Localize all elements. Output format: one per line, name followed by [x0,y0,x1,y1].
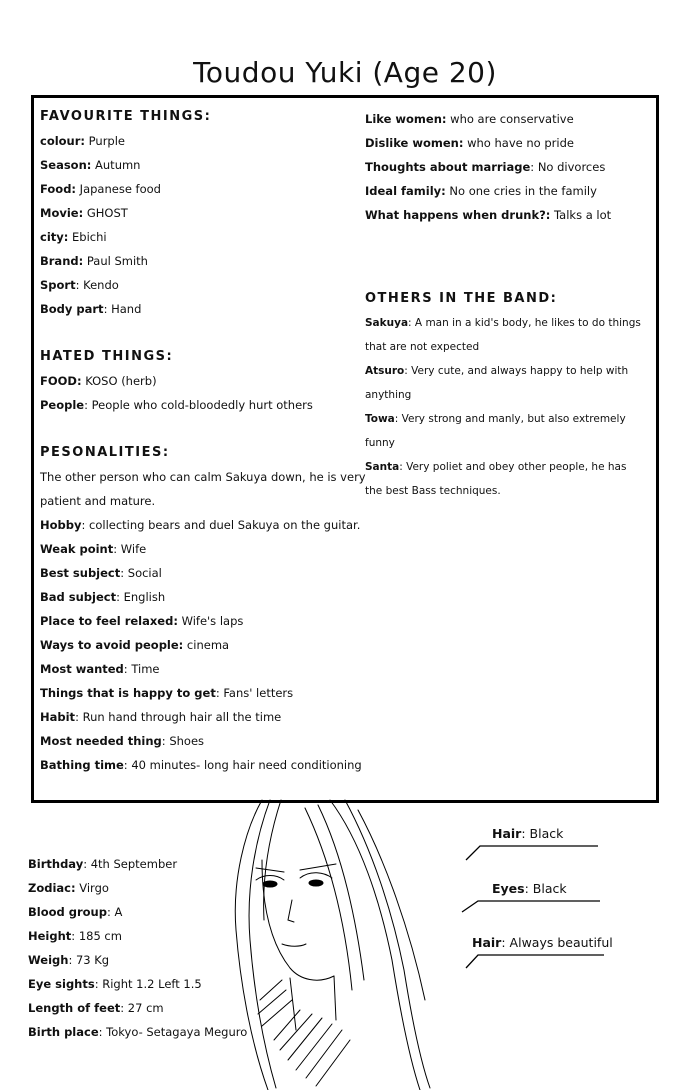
band-member: Towa: Very strong and manly, but also extremely [365,413,626,425]
list-item: Body part: Hand [40,302,142,316]
list-item: Zodiac: Virgo [28,881,109,895]
list-item: city: Ebichi [40,230,107,244]
list-item: Season: Autumn [40,158,141,172]
list-item: Movie: GHOST [40,206,128,220]
list-item: Food: Japanese food [40,182,161,196]
list-item: Bad subject: English [40,590,166,604]
page-title: Toudou Yuki (Age 20) [193,56,497,89]
list-item: colour: Purple [40,134,126,148]
list-item: Birthday: 4th September [28,857,178,871]
list-item: What happens when drunk?: Talks a lot [365,208,612,222]
personality-intro-line: patient and mature. [40,494,156,508]
list-item: Weigh: 73 Kg [28,953,110,967]
list-item: FOOD: KOSO (herb) [40,374,157,388]
list-item: Most wanted: Time [40,662,160,676]
list-item: Hobby: collecting bears and duel Sakuya on the guitar. [40,518,361,532]
eyes-note: Eyes: Black [492,881,567,896]
band-member-cont: the best Bass techniques. [365,485,501,497]
hair-style-note: Hair: Always beautiful [472,935,613,950]
list-item: Best subject: Social [40,566,162,580]
list-item: Bathing time: 40 minutes- long hair need conditioning [40,758,362,772]
hair-note: Hair: Black [492,826,564,841]
band-member-cont: anything [365,389,412,401]
list-item: Dislike women: who have no pride [365,136,574,150]
band-member: Atsuro: Very cute, and always happy to help with [365,365,629,377]
hated-heading: HATED THINGS: [40,349,174,364]
profile-details [28,852,247,1044]
list-item: Habit: Run hand through hair all the time [40,710,282,724]
band-member-cont: funny [365,437,395,449]
personalities-heading: PESONALITIES: [40,445,170,460]
list-item: Birth place: Tokyo- Setagaya Meguro [28,1025,248,1039]
list-item: Weak point: Wife [40,542,147,556]
list-item: People: People who cold-bloodedly hurt others [40,398,313,412]
band-member: Santa: Very poliet and obey other people, he has [365,461,627,473]
list-item: Thoughts about marriage: No divorces [365,160,606,174]
list-item: Ways to avoid people: cinema [40,638,230,652]
list-item: Length of feet: 27 cm [28,1001,164,1015]
list-item: Like women: who are conservative [365,112,574,126]
list-item: Most needed thing: Shoes [40,734,205,748]
list-item: Blood group: A [28,905,123,919]
favourite-heading: FAVOURITE THINGS: [40,109,212,124]
list-item: Ideal family: No one cries in the family [365,184,597,198]
band-member: Sakuya: A man in a kid's body, he likes to do things [365,317,641,329]
list-item: Brand: Paul Smith [40,254,148,268]
list-item: Place to feel relaxed: Wife's laps [40,614,244,628]
list-item: Sport: Kendo [40,278,119,292]
list-item: Eye sights: Right 1.2 Left 1.5 [28,977,202,991]
list-item: Height: 185 cm [28,929,122,943]
band-heading: OTHERS IN THE BAND: [365,291,558,306]
personality-intro-line: The other person who can calm Sakuya down, he is very [40,470,366,484]
list-item: Things that is happy to get: Fans' letters [40,686,294,700]
band-member-cont: that are not expected [365,341,480,353]
